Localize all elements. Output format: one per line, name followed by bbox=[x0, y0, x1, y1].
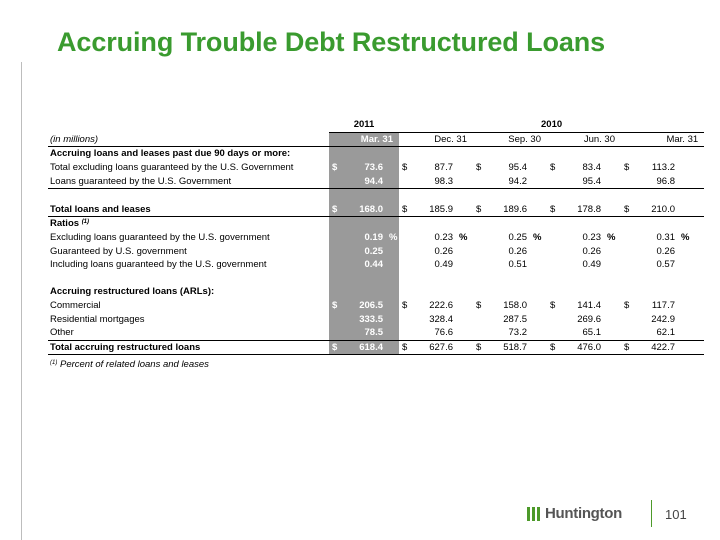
dollar-sign: $ bbox=[624, 300, 630, 312]
value-cell: 141.4 bbox=[577, 300, 601, 312]
ratios-label: Ratios bbox=[50, 218, 80, 230]
value-cell: 94.4 bbox=[349, 174, 385, 188]
value-cell: 62.1 bbox=[656, 327, 675, 339]
year-header-row bbox=[48, 118, 704, 132]
dollar-sign: $ bbox=[402, 300, 408, 312]
dollar-sign: $ bbox=[399, 340, 418, 355]
total-row bbox=[48, 340, 704, 355]
value-cell: 185.9 bbox=[418, 203, 455, 217]
row-label: Commercial bbox=[50, 300, 101, 312]
logo-divider bbox=[651, 500, 652, 527]
value-cell: 94.2 bbox=[508, 175, 527, 187]
value-cell: 222.6 bbox=[429, 300, 453, 312]
section-header: Accruing loans and leases past due 90 days or more: bbox=[48, 147, 329, 161]
year-2010: 2010 bbox=[399, 118, 704, 132]
dollar-sign: $ bbox=[547, 203, 566, 217]
row-label: Residential mortgages bbox=[50, 313, 145, 325]
value-cell: 0.25 bbox=[508, 232, 527, 244]
value-cell: 178.8 bbox=[566, 203, 603, 217]
percent-sign: % bbox=[459, 232, 468, 244]
dollar-sign: $ bbox=[621, 203, 640, 217]
value-cell: 0.26 bbox=[508, 245, 527, 257]
percent-sign: % bbox=[681, 232, 690, 244]
table-row bbox=[48, 174, 704, 188]
dollar-sign: $ bbox=[473, 340, 492, 355]
value-cell: 0.26 bbox=[434, 245, 453, 257]
value-cell: 73.6 bbox=[349, 161, 385, 175]
value-cell: 269.6 bbox=[577, 313, 601, 325]
dollar-sign: $ bbox=[329, 340, 349, 355]
row-label: Guaranteed by U.S. government bbox=[50, 245, 187, 257]
total-row bbox=[48, 203, 704, 217]
row-label: Total loans and leases bbox=[48, 203, 329, 217]
dollar-sign: $ bbox=[473, 203, 492, 217]
section-header-row bbox=[48, 147, 704, 161]
dollar-sign: $ bbox=[402, 162, 408, 174]
table-row bbox=[48, 244, 704, 258]
section-header: Accruing restructured loans (ARLs): bbox=[50, 286, 215, 298]
percent-sign: % bbox=[385, 231, 399, 245]
page-title: Accruing Trouble Debt Restructured Loans bbox=[57, 27, 606, 57]
row-label: Loans guaranteed by the U.S. Government bbox=[50, 175, 232, 187]
period-header: Mar. 31 bbox=[329, 132, 399, 147]
value-cell: 0.49 bbox=[434, 259, 453, 271]
logo-wordmark: Huntington bbox=[545, 505, 622, 522]
spacer-row bbox=[48, 188, 704, 202]
dollar-sign: $ bbox=[624, 162, 630, 174]
dollar-sign: $ bbox=[476, 300, 482, 312]
spacer-row bbox=[48, 272, 704, 286]
left-rule bbox=[21, 62, 22, 540]
value-cell: 78.5 bbox=[349, 326, 385, 340]
percent-sign: % bbox=[607, 232, 616, 244]
value-cell: 0.44 bbox=[349, 258, 385, 272]
value-cell: 96.8 bbox=[656, 175, 675, 187]
value-cell: 476.0 bbox=[566, 340, 603, 355]
page-number: 101 bbox=[665, 507, 687, 522]
value-cell: 98.3 bbox=[434, 175, 453, 187]
dollar-sign: $ bbox=[547, 340, 566, 355]
value-cell: 0.31 bbox=[656, 232, 675, 244]
value-cell: 0.19 bbox=[349, 231, 385, 245]
value-cell: 117.7 bbox=[651, 300, 675, 312]
value-cell: 422.7 bbox=[640, 340, 677, 355]
value-cell: 158.0 bbox=[503, 300, 527, 312]
huntington-mark-icon bbox=[527, 507, 541, 521]
value-cell: 518.7 bbox=[492, 340, 529, 355]
dollar-sign: $ bbox=[550, 162, 556, 174]
row-label: Other bbox=[50, 327, 74, 339]
value-cell: 95.4 bbox=[582, 175, 601, 187]
value-cell: 287.5 bbox=[503, 313, 527, 325]
footnote-marker: (1) bbox=[50, 360, 58, 366]
table-row bbox=[48, 312, 704, 326]
value-cell: 627.6 bbox=[418, 340, 455, 355]
row-label: Total excluding loans guaranteed by the U.S. Government bbox=[50, 162, 294, 174]
footnote-marker: (1) bbox=[81, 219, 90, 226]
units-label: (in millions) bbox=[50, 133, 99, 145]
value-cell: 87.7 bbox=[434, 162, 453, 174]
value-cell: 0.23 bbox=[582, 232, 601, 244]
huntington-logo bbox=[527, 505, 622, 522]
value-cell: 206.5 bbox=[349, 299, 385, 313]
table-row bbox=[48, 231, 704, 245]
value-cell: 65.1 bbox=[582, 327, 601, 339]
dollar-sign: $ bbox=[329, 299, 349, 313]
value-cell: 0.25 bbox=[349, 244, 385, 258]
value-cell: 0.26 bbox=[656, 245, 675, 257]
period-header: Mar. 31 bbox=[666, 133, 699, 145]
loans-table bbox=[48, 118, 704, 355]
value-cell: 189.6 bbox=[492, 203, 529, 217]
dollar-sign: $ bbox=[550, 300, 556, 312]
value-cell: 0.51 bbox=[508, 259, 527, 271]
period-header: Jun. 30 bbox=[583, 133, 615, 145]
period-header: Sep. 30 bbox=[508, 133, 541, 145]
value-cell: 0.57 bbox=[656, 259, 675, 271]
value-cell: 168.0 bbox=[349, 203, 385, 217]
dollar-sign: $ bbox=[476, 162, 482, 174]
table-row bbox=[48, 258, 704, 272]
period-header-row bbox=[48, 132, 704, 147]
row-label: Including loans guaranteed by the U.S. government bbox=[50, 259, 267, 271]
table-row bbox=[48, 326, 704, 340]
value-cell: 328.4 bbox=[429, 313, 453, 325]
dollar-sign: $ bbox=[399, 203, 418, 217]
value-cell: 333.5 bbox=[349, 312, 385, 326]
value-cell: 83.4 bbox=[582, 162, 601, 174]
value-cell: 0.23 bbox=[434, 232, 453, 244]
year-2011: 2011 bbox=[329, 118, 399, 132]
value-cell: 618.4 bbox=[349, 340, 385, 355]
row-label: Excluding loans guaranteed by the U.S. government bbox=[50, 232, 270, 244]
value-cell: 210.0 bbox=[640, 203, 677, 217]
dollar-sign: $ bbox=[329, 161, 349, 175]
table-row bbox=[48, 161, 704, 175]
row-label: Total accruing restructured loans bbox=[48, 340, 329, 355]
value-cell: 242.9 bbox=[651, 313, 675, 325]
value-cell: 73.2 bbox=[508, 327, 527, 339]
value-cell: 0.49 bbox=[582, 259, 601, 271]
value-cell: 113.2 bbox=[651, 162, 675, 174]
value-cell: 95.4 bbox=[508, 162, 527, 174]
section-header bbox=[48, 217, 329, 231]
value-cell: 76.6 bbox=[434, 327, 453, 339]
footnote bbox=[50, 359, 209, 370]
dollar-sign: $ bbox=[329, 203, 349, 217]
footnote-text: Percent of related loans and leases bbox=[57, 359, 209, 370]
section-header-row bbox=[48, 285, 704, 299]
value-cell: 0.26 bbox=[582, 245, 601, 257]
percent-sign: % bbox=[533, 232, 542, 244]
period-header: Dec. 31 bbox=[434, 133, 467, 145]
table-row bbox=[48, 299, 704, 313]
dollar-sign: $ bbox=[621, 340, 640, 355]
section-header-row bbox=[48, 217, 704, 231]
